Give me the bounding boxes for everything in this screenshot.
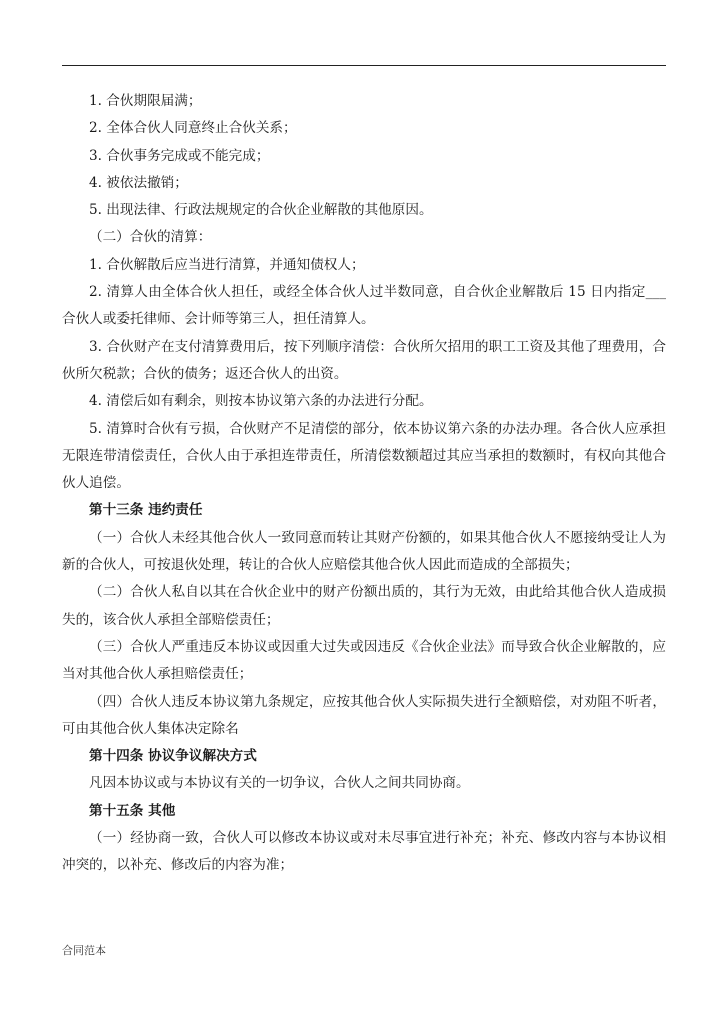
paragraph: （一）经协商一致，合伙人可以修改本协议或对未尽事宜进行补充；补充、修改内容与本协议相冲突的，以补充、修改后的内容为准； xyxy=(62,830,666,874)
section-heading: 第十五条 其他 xyxy=(89,802,176,819)
paragraph: 1. 合伙期限届满； xyxy=(89,93,202,109)
paragraph: 2. 全体合伙人同意终止合伙关系； xyxy=(89,120,297,137)
paragraph: 5. 清算时合伙有亏损，合伙财产不足清偿的部分，依本协议第六条的办法办理。各合伙人应承担无限连带清偿责任，合伙人由于承担连带责任，所清偿数额超过其应当承担的数额时，有权向其他合伙人追偿。 xyxy=(62,420,666,492)
header-rule xyxy=(62,65,666,66)
paragraph: 1. 合伙解散后应当进行清算，并通知债权人； xyxy=(89,256,365,273)
paragraph: 4. 被依法撤销； xyxy=(89,174,188,191)
paragraph: （二）合伙的清算： xyxy=(89,229,212,246)
paragraph: 3. 合伙事务完成或不能完成； xyxy=(89,147,270,164)
section-heading: 第十四条 协议争议解决方式 xyxy=(89,748,257,765)
paragraph: 凡因本协议或与本协议有关的一切争议，合伙人之间共同协商。 xyxy=(89,775,470,792)
document-body xyxy=(62,88,666,880)
paragraph: 4. 清偿后如有剩余，则按本协议第六条的办法进行分配。 xyxy=(89,393,433,410)
paragraph: （二）合伙人私自以其在合伙企业中的财产份额出质的，其行为无效，由此给其他合伙人造成损失的，该合伙人承担全部赔偿责任； xyxy=(62,584,666,628)
paragraph: 5. 出现法律、行政法规规定的合伙企业解散的其他原因。 xyxy=(89,202,433,219)
paragraph: （四）合伙人违反本协议第九条规定，应按其他合伙人实际损失进行全额赔偿，对劝阻不听者，可由其他合伙人集体决定除名 xyxy=(62,693,666,737)
paragraph: （一）合伙人未经其他合伙人一致同意而转让其财产份额的，如果其他合伙人不愿接纳受让人为新的合伙人，可按退伙处理，转让的合伙人应赔偿其他合伙人因此而造成的全部损失； xyxy=(62,529,666,574)
paragraph: 3. 合伙财产在支付清算费用后，按下列顺序清偿：合伙所欠招用的职工工资及其他了理费用，合伙所欠税款；合伙的债务；返还合伙人的出资。 xyxy=(62,338,666,382)
footer-label: 合同范本 xyxy=(62,944,106,957)
paragraph: 2. 清算人由全体合伙人担任，或经全体合伙人过半数同意，自合伙企业解散后 15 日内指定___合伙人或委托律师、会计师等第三人，担任清算人。 xyxy=(62,284,666,328)
section-heading: 第十三条 违约责任 xyxy=(89,502,203,519)
paragraph: （三）合伙人严重违反本协议或因重大过失或因违反《合伙企业法》而导致合伙企业解散的，应当对其他合伙人承担赔偿责任； xyxy=(62,638,666,683)
